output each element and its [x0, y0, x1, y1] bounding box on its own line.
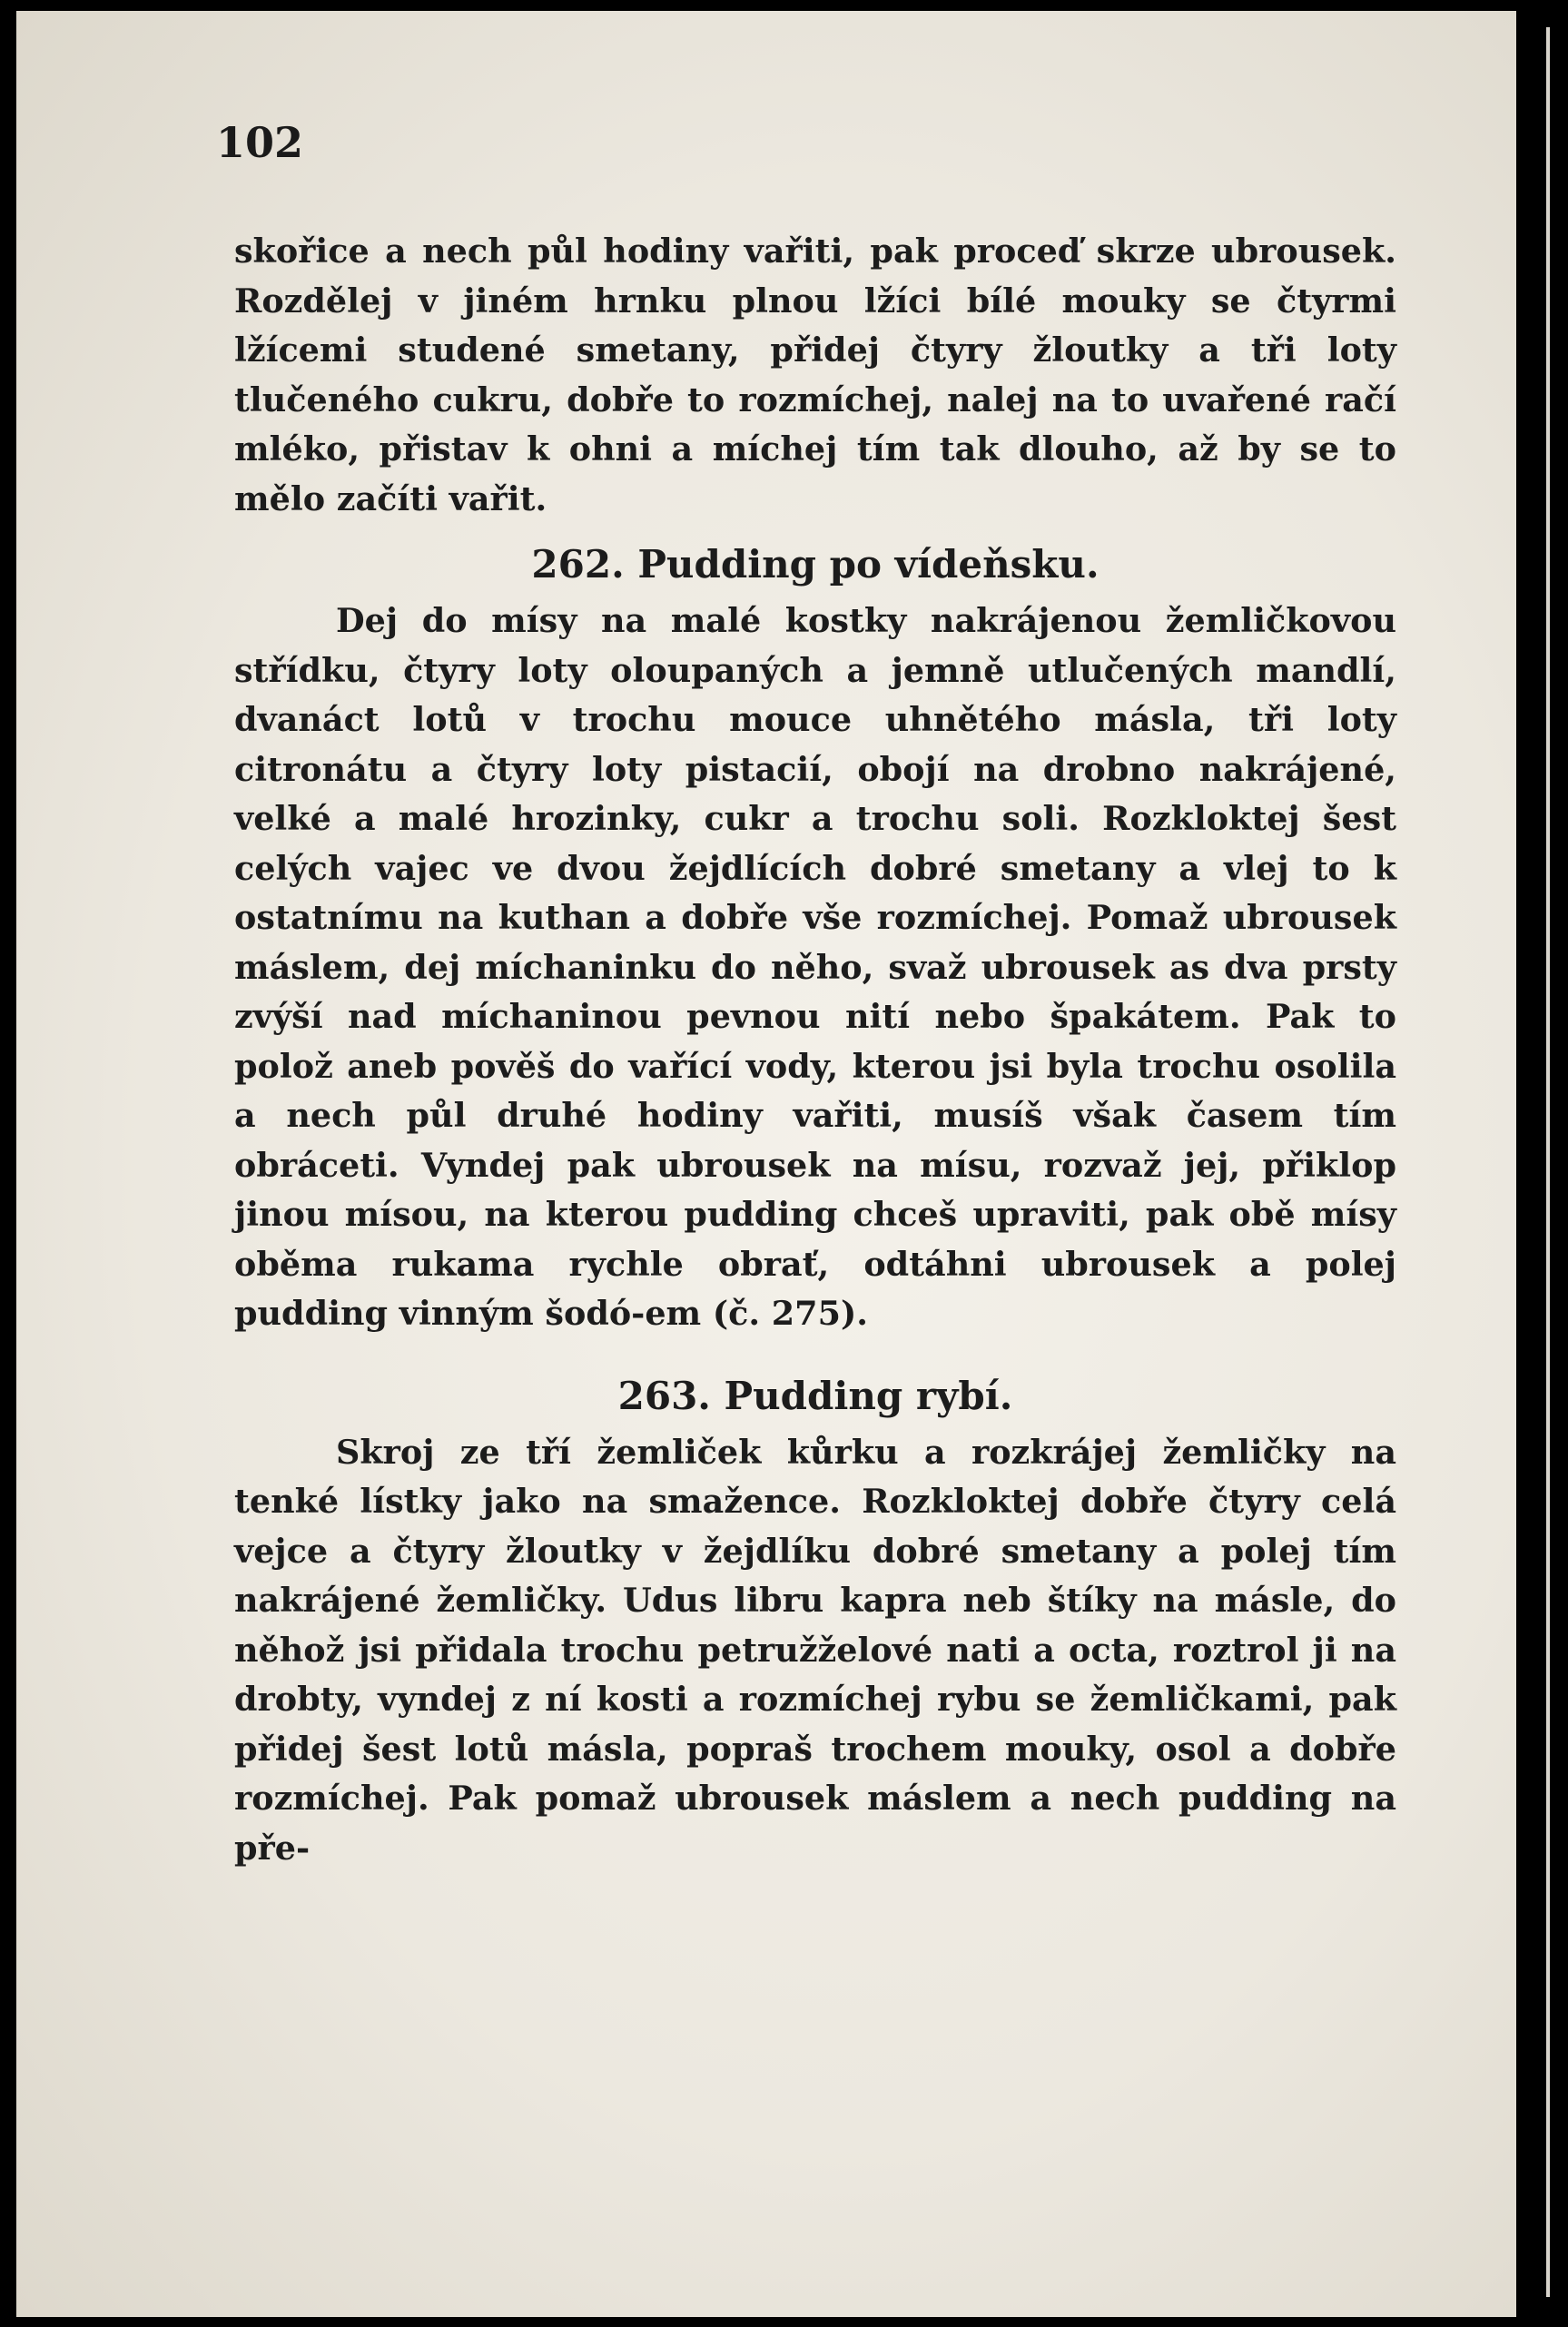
- page-number: 102: [216, 118, 304, 167]
- opening-paragraph: skořice a nech půl hodiny vařiti, pak proceď skrze ubrousek. Rozdělej v jiném hrnku plnou lžíci bílé mouky se čtyrmi lžícemi studené smetany, přidej čtyry žloutky a tři loty tlučeného cukru, dobře to rozmíchej, nalej na to uvařené račí mléko, přistav k ohni a míchej tím tak dlouho, až by se to mělo začíti vařit.: [234, 232, 1396, 518]
- scan-edge-line: [1546, 27, 1550, 2297]
- recipe-text-262: Dej do mísy na malé kostky nakrájenou žemličkovou střídku, čtyry loty oloupaných a jemně utlučených mandlí, dvanáct lotů v trochu mouce uhnětého másla, tři loty citronátu a čtyry loty pistacií, obojí na drobno nakrájené, velké a malé hrozinky, cukr a trochu soli. Rozkloktej šest celých vajec ve dvou žejdlících dobré smetany a vlej to k ostatnímu na kuthan a dobře vše rozmíchej. Pomaž ubrousek máslem, dej míchaninku do něho, svaž ubrousek as dva prsty zvýší nad míchaninou pevnou nití nebo špakátem. Pak to polož aneb pověš do vařící vody, kterou jsi byla trochu osolila a nech půl druhé hodiny vařiti, musíš však časem tím obráceti. Vyndej pak ubrousek na mísu, rozvaž jej, přiklop jinou mísou, na kterou pudding chceš upraviti, pak obě mísy oběma rukama rychle obrať, odtáhni ubrousek a polej pudding vinným šodó-em (č. 275).: [234, 601, 1396, 1333]
- recipe-text-263: Skroj ze tří žemliček kůrku a rozkrájej žemličky na tenké lístky jako na smažence. Rozkloktej dobře čtyry celá vejce a čtyry žloutky v žejdlíku dobré smetany a polej tím nakrájené žemličky. Udus libru kapra neb štíky na másle, do něhož jsi přidala trochu petružželové nati a octa, roztrol ji na drobty, vyndej z ní kosti a rozmíchej rybu se žemličkami, pak přidej šest lotů másla, popraš trochem mouky, osol a dobře rozmíchej. Pak pomaž ubrousek máslem a nech pudding na pře-: [234, 1432, 1396, 1868]
- recipe-heading-262: 262. Pudding po vídeňsku.: [531, 542, 1100, 587]
- book-page: [16, 11, 1516, 2317]
- scan-right-edge: [1516, 0, 1568, 2327]
- page-text: [234, 227, 1396, 1873]
- recipe-heading-263: 263. Pudding rybí.: [617, 1373, 1013, 1418]
